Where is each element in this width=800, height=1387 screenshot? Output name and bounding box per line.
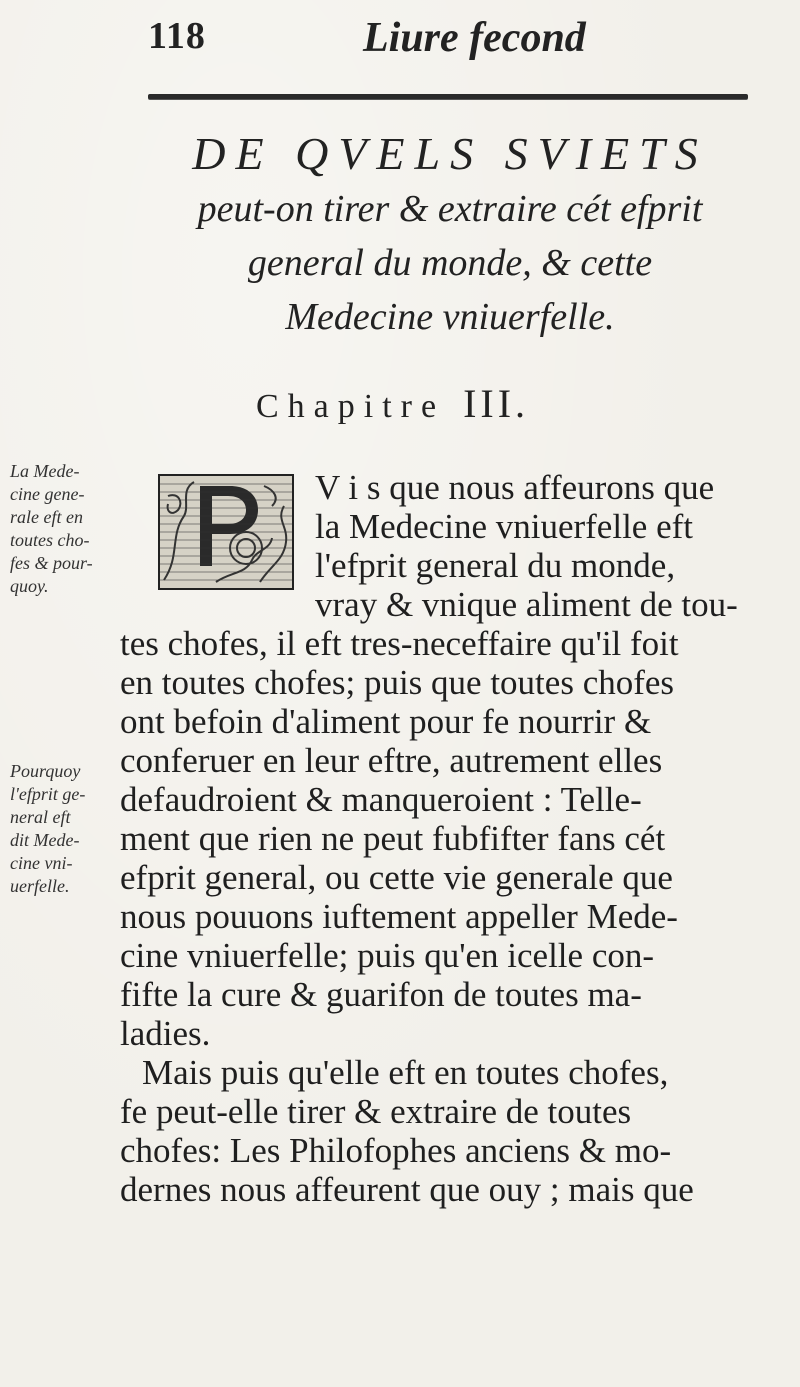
chapter-word: Chapitre <box>256 388 446 425</box>
margin-note-line: l'efprit ge- <box>10 784 86 804</box>
text-line: vray & vnique aliment de tou- <box>315 585 738 624</box>
text-line: ment que rien ne peut fubfifter fans cét <box>120 819 666 858</box>
body-text <box>120 468 800 1209</box>
margin-note-line: cine gene- <box>10 484 85 504</box>
text-line: la Medecine vniuerfelle eft <box>315 507 693 546</box>
text-line: ont befoin d'aliment pour fe nourrir & <box>120 702 652 741</box>
text-line: dernes nous affeurent que ouy ; mais que <box>120 1170 694 1209</box>
text-line: ladies. <box>120 1014 211 1053</box>
text-line: fifte la cure & guarifon de toutes ma- <box>120 975 642 1014</box>
running-title: Liure fecond <box>363 15 586 61</box>
margin-note-line: uerfelle. <box>10 876 70 896</box>
text-line: nous pouuons iuftement appeller Mede- <box>120 897 678 936</box>
chapter-number: III. <box>463 381 530 426</box>
margin-note <box>10 760 85 898</box>
text-line: l'efprit general du monde, <box>315 546 676 585</box>
chapter-heading <box>256 380 529 427</box>
margin-note-line: dit Mede- <box>10 830 80 850</box>
text-line: conferuer en leur eftre, autrement elles <box>120 741 663 780</box>
title-line-2: peut-on tirer & extraire cét efprit <box>197 188 703 230</box>
margin-note-line: cine vni- <box>10 853 73 873</box>
title-line-1: DE QVELS SVIETS <box>192 128 708 179</box>
margin-note-line: neral eft <box>10 807 71 827</box>
text-line: chofes: Les Philofophes anciens & mo- <box>120 1131 672 1170</box>
margin-note-line: rale eft en <box>10 507 83 527</box>
title-line-4: Medecine vniuerfelle. <box>285 296 615 338</box>
text-line: efprit general, ou cette vie generale que <box>120 858 673 897</box>
margin-note <box>10 460 93 598</box>
page-header <box>148 14 738 74</box>
header-rule <box>148 94 748 99</box>
margin-note-line: toutes cho- <box>10 530 90 550</box>
margin-note-line: quoy. <box>10 576 49 596</box>
margin-note-line: La Mede- <box>10 461 80 481</box>
text-line: defaudroient & manqueroient : Telle- <box>120 780 642 819</box>
text-line: Mais puis qu'elle eft en toutes chofes, <box>142 1053 669 1092</box>
margin-note-line: fes & pour- <box>10 553 93 573</box>
text-line: fe peut-elle tirer & extraire de toutes <box>120 1092 632 1131</box>
title-line-3: general du monde, & cette <box>247 242 653 284</box>
text-line: tes chofes, il eft tres-neceffaire qu'il foit <box>120 624 679 663</box>
margin-note-line: Pourquoy <box>10 761 81 781</box>
text-line: cine vniuerfelle; puis qu'en icelle con- <box>120 936 655 975</box>
page-number: 118 <box>148 15 206 57</box>
section-title <box>120 126 780 344</box>
text-line: en toutes chofes; puis que toutes chofes <box>120 663 675 702</box>
text-line: V i s que nous affeurons que <box>315 468 715 507</box>
